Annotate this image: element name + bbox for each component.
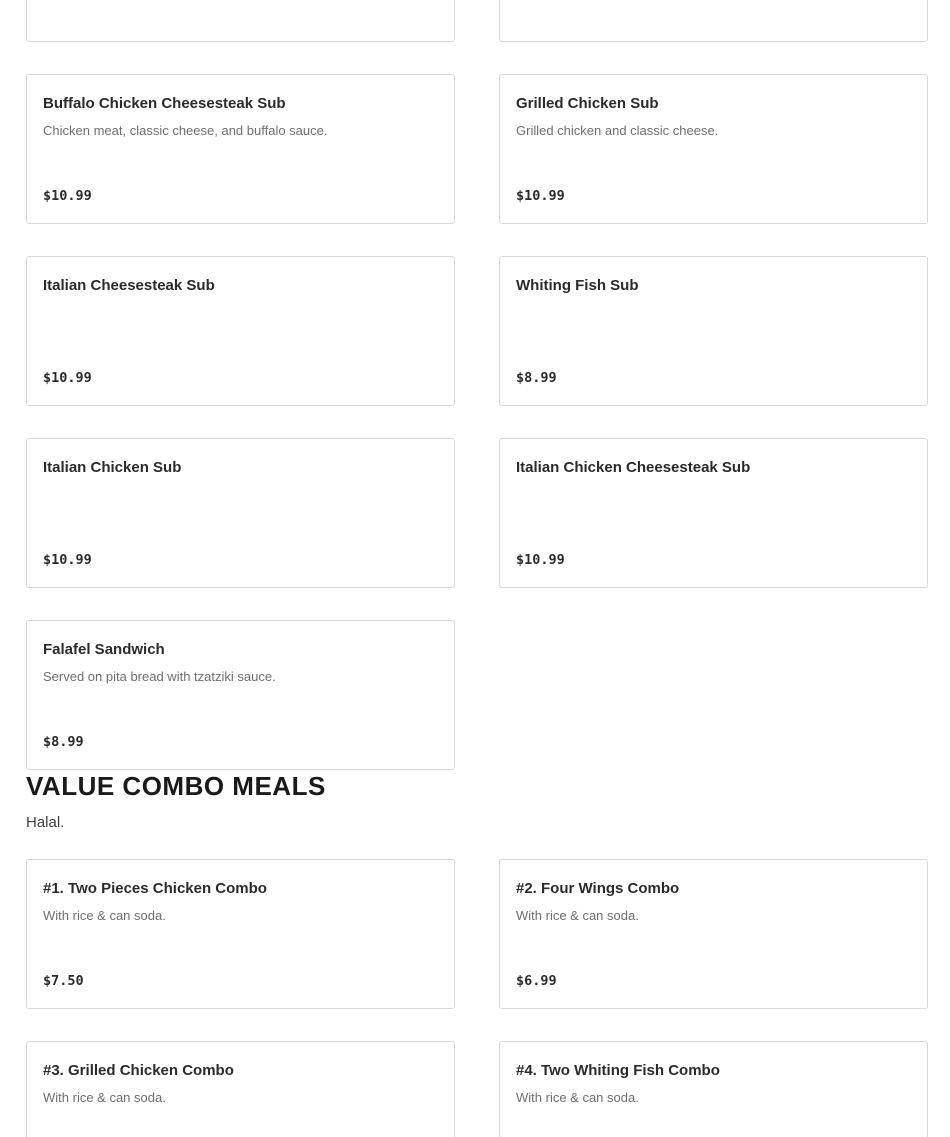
menu-item-card[interactable] <box>26 256 455 406</box>
combo-item-grid <box>26 859 928 1137</box>
section-title: VALUE COMBO MEALS <box>26 771 326 801</box>
menu-item-name: #3. Grilled Chicken Combo <box>43 1062 234 1079</box>
menu-item-card[interactable] <box>26 74 455 224</box>
menu-item-card[interactable] <box>499 1041 928 1137</box>
menu-item-name: Whiting Fish Sub <box>516 277 639 294</box>
menu-item-description: With rice & can soda. <box>516 1090 639 1105</box>
menu-item-name: #4. Two Whiting Fish Combo <box>516 1062 720 1079</box>
menu-item-description: Served on pita bread with tzatziki sauce. <box>43 669 276 684</box>
menu-item-price: $10.99 <box>43 188 92 204</box>
menu-item-name: #2. Four Wings Combo <box>516 880 680 897</box>
menu-item-name: Italian Chicken Cheesesteak Sub <box>516 459 751 476</box>
menu-item-card[interactable] <box>26 1041 455 1137</box>
menu-item-name: Italian Chicken Sub <box>43 459 182 476</box>
menu-item-price: $10.99 <box>43 370 92 386</box>
menu-item-card[interactable] <box>26 0 455 42</box>
menu-item-card[interactable] <box>26 438 455 588</box>
menu-item-card[interactable] <box>499 859 928 1009</box>
menu-item-name: Grilled Chicken Sub <box>516 95 659 112</box>
menu-item-name: #1. Two Pieces Chicken Combo <box>43 880 267 897</box>
subs-item-grid <box>26 0 928 770</box>
menu-item-card[interactable] <box>499 74 928 224</box>
menu-item-description: With rice & can soda. <box>43 908 166 923</box>
menu-item-price: $8.99 <box>43 734 84 750</box>
menu-item-name: Italian Cheesesteak Sub <box>43 277 215 294</box>
menu-item-description: With rice & can soda. <box>43 1090 166 1105</box>
menu-item-card[interactable] <box>499 438 928 588</box>
menu-item-price: $8.99 <box>516 370 557 386</box>
section-description: Halal. <box>26 814 65 831</box>
menu-item-price: $10.99 <box>516 188 565 204</box>
menu-item-description: Grilled chicken and classic cheese. <box>516 123 719 138</box>
menu-item-name: Buffalo Chicken Cheesesteak Sub <box>43 95 286 112</box>
menu-item-price: $10.99 <box>43 552 92 568</box>
menu-item-description: Chicken meat, classic cheese, and buffalo sauce. <box>43 123 328 138</box>
menu-item-description: With rice & can soda. <box>516 908 639 923</box>
menu-item-name: Falafel Sandwich <box>43 641 165 658</box>
menu-item-card[interactable] <box>26 620 455 770</box>
menu-item-card[interactable] <box>499 0 928 42</box>
menu-item-price: $7.50 <box>43 973 84 989</box>
menu-item-card[interactable] <box>499 256 928 406</box>
menu-item-card[interactable] <box>26 859 455 1009</box>
menu-item-price: $6.99 <box>516 973 557 989</box>
menu-item-price: $10.99 <box>516 552 565 568</box>
